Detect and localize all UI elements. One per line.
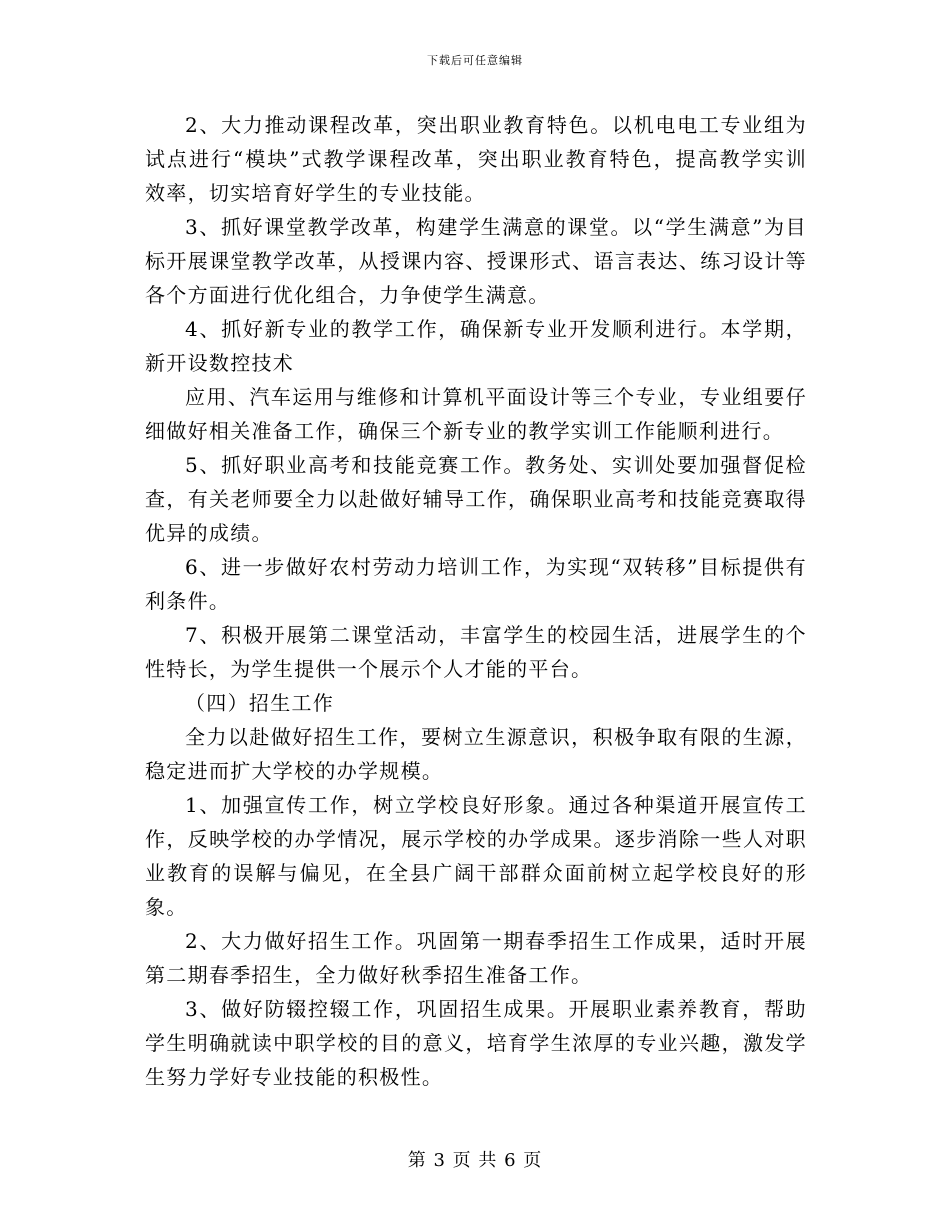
paragraph: 全力以赴做好招生工作，要树立生源意识，积极争取有限的生源，稳定进而扩大学校的办学规模。 [145,725,807,783]
document-body [145,108,807,1094]
paragraph: 4、抓好新专业的教学工作，确保新专业开发顺利进行。本学期，新开设数控技术 [145,317,807,375]
page-header: 下载后可任意编辑 [427,54,523,67]
paragraph: 7、积极开展第二课堂活动，丰富学生的校园生活，进展学生的个性特长，为学生提供一个展示个人才能的平台。 [145,623,807,681]
paragraph: 5、抓好职业高考和技能竞赛工作。教务处、实训处要加强督促检查，有关老师要全力以赴做好辅导工作，确保职业高考和技能竞赛取得优异的成绩。 [145,453,807,545]
section-heading: （四）招生工作 [185,691,335,715]
paragraph: 6、进一步做好农村劳动力培训工作，为实现“双转移”目标提供有利条件。 [145,555,807,613]
paragraph: 2、大力推动课程改革，突出职业教育特色。以机电电工专业组为试点进行“模块”式教学课程改革，突出职业教育特色，提高教学实训效率，切实培育好学生的专业技能。 [145,113,807,205]
paragraph: 3、抓好课堂教学改革，构建学生满意的课堂。以“学生满意”为目标开展课堂教学改革，从授课内容、授课形式、语言表达、练习设计等各个方面进行优化组合，力争使学生满意。 [145,215,807,307]
paragraph: 2、大力做好招生工作。巩固第一期春季招生工作成果，适时开展第二期春季招生，全力做好秋季招生准备工作。 [145,929,807,987]
paragraph: 应用、汽车运用与维修和计算机平面设计等三个专业，专业组要仔细做好相关准备工作，确保三个新专业的教学实训工作能顺利进行。 [145,385,807,443]
paragraph: 1、加强宣传工作，树立学校良好形象。通过各种渠道开展宣传工作，反映学校的办学情况，展示学校的办学成果。逐步消除一些人对职业教育的误解与偏见，在全县广阔干部群众面前树立起学校良好的形象。 [145,793,807,919]
paragraph: 3、做好防辍控辍工作，巩固招生成果。开展职业素养教育，帮助学生明确就读中职学校的目的意义，培育学生浓厚的专业兴趣，激发学生努力学好专业技能的积极性。 [145,997,807,1089]
page-footer: 第 3 页 共 6 页 [407,1150,543,1171]
